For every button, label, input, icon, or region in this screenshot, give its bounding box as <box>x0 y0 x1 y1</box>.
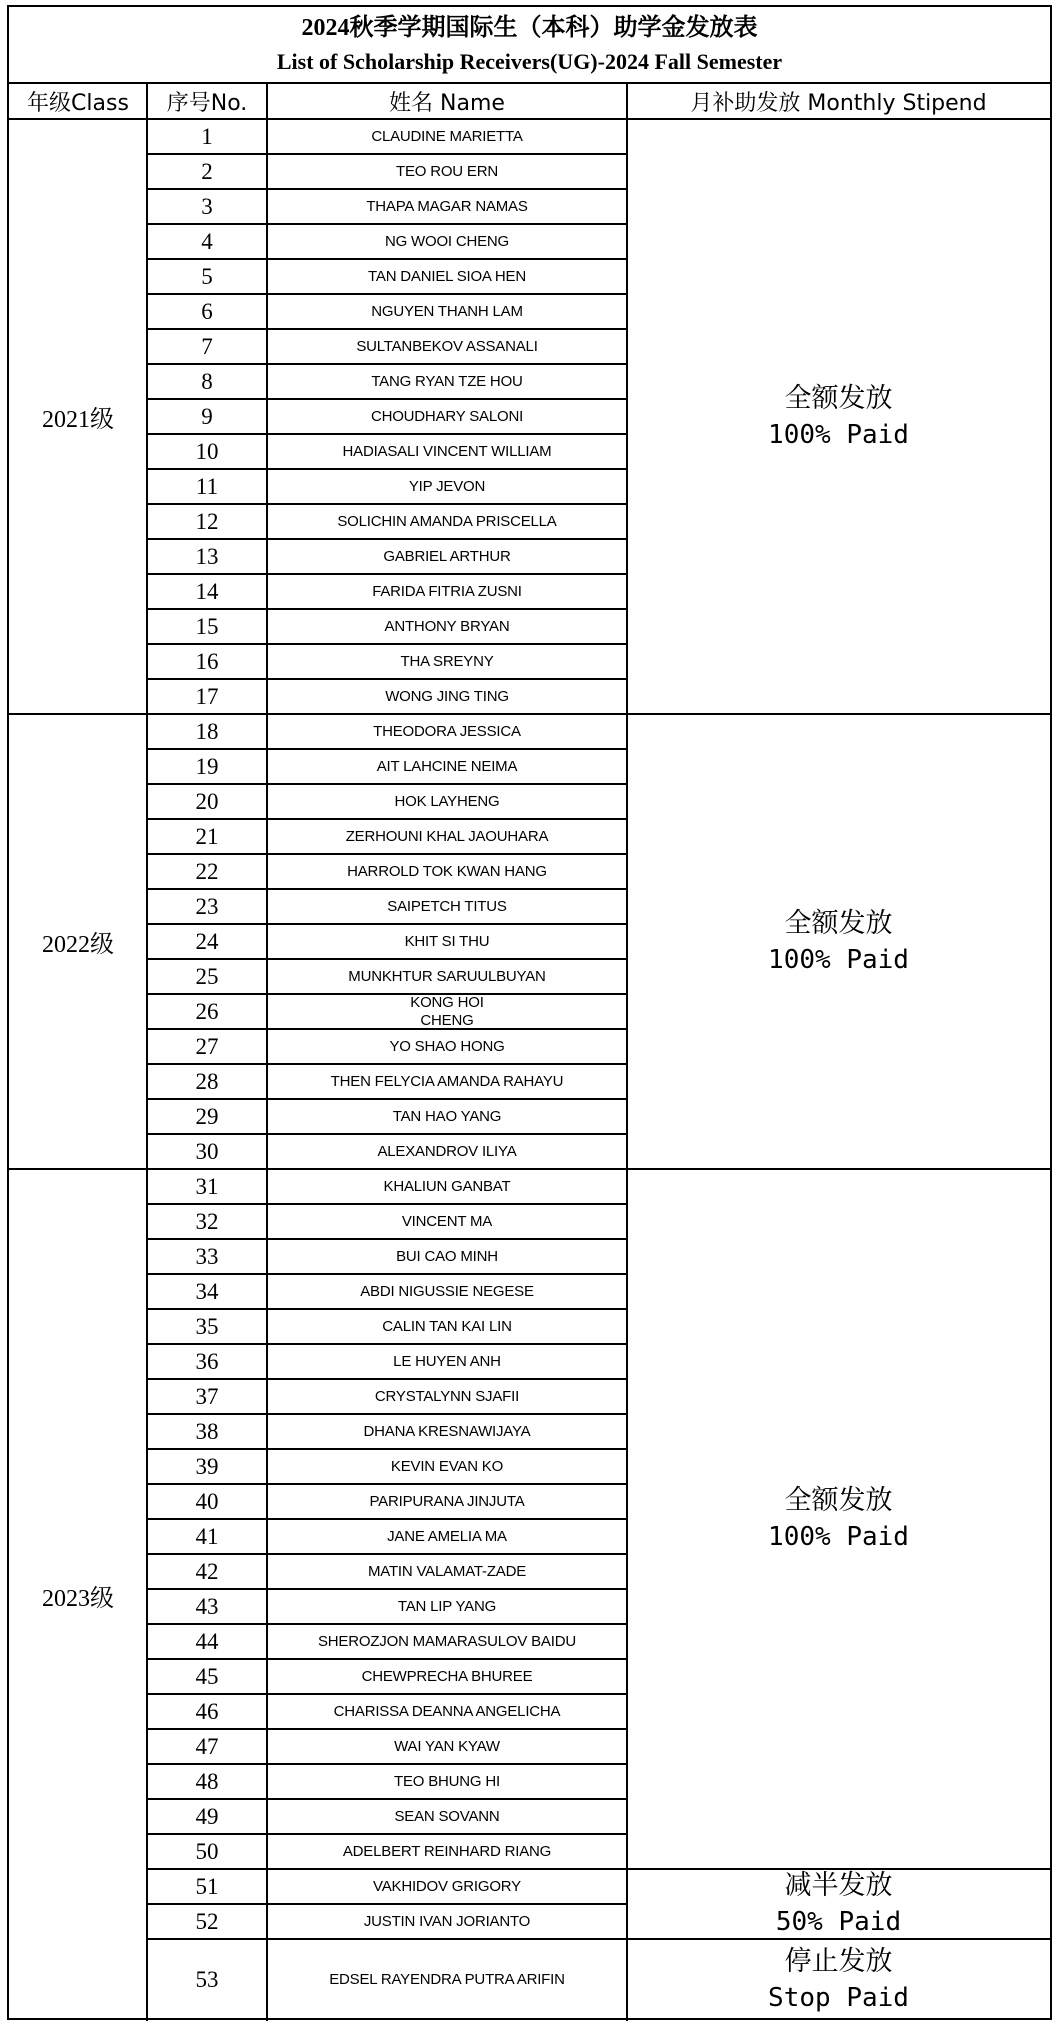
stipend-status-cell <box>627 1869 1050 1939</box>
student-name: TEO BHUNG HI <box>394 1772 500 1790</box>
student-name: ALEXANDROV ILIYA <box>377 1142 517 1160</box>
row-number: 28 <box>195 1068 219 1094</box>
student-name: JUSTIN IVAN JORIANTO <box>363 1912 531 1930</box>
row-number: 3 <box>201 193 213 219</box>
row-number: 5 <box>201 263 213 289</box>
stipend-status-en: 50% Paid <box>775 1907 902 1937</box>
student-name: KHIT SI THU <box>404 932 490 950</box>
row-number: 16 <box>195 648 219 674</box>
stipend-status-en: 100% Paid <box>768 1522 909 1552</box>
student-name: KEVIN EVAN KO <box>390 1457 504 1475</box>
row-number: 39 <box>195 1453 219 1479</box>
row-number: 31 <box>195 1173 219 1199</box>
student-name: TAN LIP YANG <box>397 1597 497 1615</box>
student-name: ZERHOUNI KHAL JAOUHARA <box>345 827 549 845</box>
row-number: 36 <box>195 1348 219 1374</box>
stipend-status-cell <box>627 714 1050 1169</box>
row-number: 42 <box>195 1558 219 1584</box>
row-number: 33 <box>195 1243 219 1269</box>
row-number: 20 <box>195 788 219 814</box>
student-name: TEO ROU ERN <box>396 162 498 180</box>
row-number: 34 <box>195 1278 219 1304</box>
header-no: 序号No. <box>166 91 248 116</box>
stipend-status-en: Stop Paid <box>768 1983 909 2013</box>
student-name: CLAUDINE MARIETTA <box>371 127 523 145</box>
row-number: 44 <box>195 1628 219 1654</box>
row-number: 17 <box>195 683 219 709</box>
row-number: 15 <box>195 613 219 639</box>
student-name: FARIDA FITRIA ZUSNI <box>372 582 522 600</box>
stipend-status-en: 100% Paid <box>768 944 909 975</box>
header-stipend: 月补助发放 Monthly Stipend <box>690 91 987 116</box>
column-divider <box>626 84 628 2021</box>
stipend-status-cn: 全额发放 <box>784 1485 893 1516</box>
stipend-status-cn: 全额发放 <box>784 382 893 414</box>
row-number: 4 <box>201 228 213 254</box>
student-name: WONG JING TING <box>385 687 509 705</box>
student-name: VAKHIDOV GRIGORY <box>373 1877 521 1895</box>
title-block <box>9 7 1050 84</box>
student-name: KONG HOI CHENG <box>410 993 484 1029</box>
student-name: ABDI NIGUSSIE NEGESE <box>360 1282 534 1300</box>
student-name: CRYSTALYNN SJAFII <box>374 1387 520 1405</box>
row-number: 6 <box>201 298 213 324</box>
title-english: List of Scholarship Receivers(UG)-2024 Fall Semester <box>276 49 783 74</box>
row-number: 11 <box>195 473 219 499</box>
student-name: AIT LAHCINE NEIMA <box>376 757 518 775</box>
row-number: 40 <box>195 1488 219 1514</box>
student-name: THAPA MAGAR NAMAS <box>366 197 528 215</box>
row-number: 13 <box>195 543 219 569</box>
row-number: 23 <box>195 893 219 919</box>
student-name: VINCENT MA <box>401 1212 493 1230</box>
student-name: NGUYEN THANH LAM <box>371 302 523 320</box>
stipend-status-cn: 减半发放 <box>784 1870 893 1901</box>
student-name: TANG RYAN TZE HOU <box>371 372 523 390</box>
column-divider <box>146 84 148 2021</box>
stipend-status-en: 100% Paid <box>768 419 909 450</box>
row-number: 35 <box>195 1313 219 1339</box>
stipend-status-cn: 停止发放 <box>784 1946 893 1977</box>
student-name: SEAN SOVANN <box>394 1807 500 1825</box>
row-number: 45 <box>195 1663 219 1689</box>
row-number: 53 <box>195 1967 219 1992</box>
student-name: BUI CAO MINH <box>396 1247 498 1265</box>
row-number: 18 <box>195 718 219 744</box>
row-number: 9 <box>201 403 213 429</box>
student-name: SAIPETCH TITUS <box>387 897 507 915</box>
student-name: GABRIEL ARTHUR <box>383 547 511 565</box>
student-name: PARIPURANA JINJUTA <box>369 1492 525 1510</box>
header-divider <box>9 118 1050 120</box>
student-name: ADELBERT REINHARD RIANG <box>342 1842 552 1860</box>
student-name: TAN HAO YANG <box>392 1107 502 1125</box>
stipend-status-cell <box>627 1939 1050 2021</box>
row-number: 38 <box>195 1418 219 1444</box>
student-name: EDSEL RAYENDRA PUTRA ARIFIN <box>329 1971 565 1988</box>
student-name: HADIASALI VINCENT WILLIAM <box>342 442 552 460</box>
header-class: 年级Class <box>27 91 129 116</box>
row-number: 14 <box>195 578 219 604</box>
row-number: 27 <box>195 1033 219 1059</box>
student-name: HARROLD TOK KWAN HANG <box>347 862 547 880</box>
row-number: 1 <box>201 123 213 149</box>
class-year-cell: 2022级 <box>42 932 114 958</box>
student-name: THA SREYNY <box>400 652 494 670</box>
scholarship-document <box>7 5 1052 2020</box>
row-number: 21 <box>195 823 219 849</box>
row-number: 24 <box>195 928 219 954</box>
row-number: 43 <box>195 1593 219 1619</box>
student-name: DHANA KRESNAWIJAYA <box>363 1422 531 1440</box>
row-number: 26 <box>195 998 219 1024</box>
student-name: LE HUYEN ANH <box>393 1352 501 1370</box>
title-chinese: 2024秋季学期国际生（本科）助学金发放表 <box>301 15 758 41</box>
student-name: CHARISSA DEANNA ANGELICHA <box>333 1702 561 1720</box>
row-number: 49 <box>195 1803 219 1829</box>
class-year-cell: 2021级 <box>42 407 114 433</box>
student-name: YO SHAO HONG <box>389 1037 505 1055</box>
student-name: HOK LAYHENG <box>394 792 500 810</box>
header-name: 姓名 Name <box>389 91 505 116</box>
row-number: 19 <box>195 753 219 779</box>
student-name: SULTANBEKOV ASSANALI <box>356 337 538 355</box>
row-number: 41 <box>195 1523 219 1549</box>
student-name: WAI YAN KYAW <box>394 1737 500 1755</box>
row-number: 48 <box>195 1768 219 1794</box>
student-name: SHEROZJON MAMARASULOV BAIDU <box>318 1632 576 1650</box>
student-name: THEODORA JESSICA <box>373 722 521 740</box>
row-number: 47 <box>195 1733 219 1759</box>
student-name: CHEWPRECHA BHUREE <box>361 1667 533 1685</box>
student-name: CHOUDHARY SALONI <box>370 407 524 425</box>
class-year-cell: 2023级 <box>42 1585 114 1612</box>
column-divider <box>266 84 268 2021</box>
row-number: 50 <box>195 1838 219 1864</box>
stipend-status-cn: 全额发放 <box>784 907 893 939</box>
row-number: 52 <box>195 1908 219 1934</box>
student-name: YIP JEVON <box>408 477 486 495</box>
row-number: 8 <box>201 368 213 394</box>
row-number: 37 <box>195 1383 219 1409</box>
student-name: KHALIUN GANBAT <box>383 1177 511 1195</box>
stipend-status-cell <box>627 1169 1050 1869</box>
student-name: THEN FELYCIA AMANDA RAHAYU <box>330 1072 564 1090</box>
row-number: 7 <box>201 333 213 359</box>
row-number: 51 <box>195 1873 219 1899</box>
student-name: TAN DANIEL SIOA HEN <box>368 267 526 285</box>
student-name: MATIN VALAMAT-ZADE <box>367 1562 527 1580</box>
student-name: JANE AMELIA MA <box>387 1527 507 1545</box>
row-number: 12 <box>195 508 219 534</box>
row-number: 25 <box>195 963 219 989</box>
row-number: 32 <box>195 1208 219 1234</box>
row-number: 22 <box>195 858 219 884</box>
row-number: 29 <box>195 1103 219 1129</box>
row-number: 30 <box>195 1138 219 1164</box>
row-number: 2 <box>201 158 213 184</box>
row-number: 10 <box>195 438 219 464</box>
student-name: SOLICHIN AMANDA PRISCELLA <box>337 512 557 530</box>
stipend-status-cell <box>627 119 1050 714</box>
student-name: ANTHONY BRYAN <box>384 617 510 635</box>
student-name: NG WOOI CHENG <box>384 232 510 250</box>
student-name: MUNKHTUR SARUULBUYAN <box>348 967 546 985</box>
student-name: CALIN TAN KAI LIN <box>382 1317 512 1335</box>
row-number: 46 <box>195 1698 219 1724</box>
